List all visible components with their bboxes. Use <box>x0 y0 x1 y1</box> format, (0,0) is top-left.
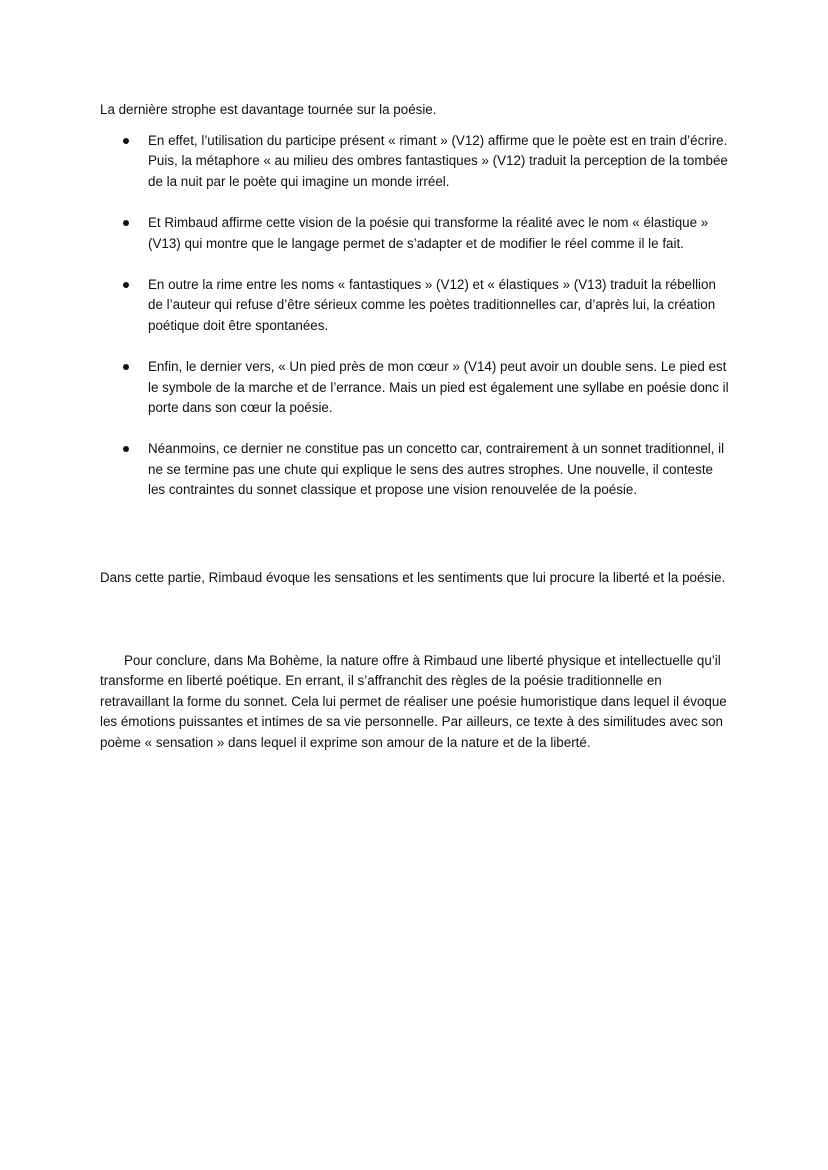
bullet-text: En outre la rime entre les noms « fantastiques » (V12) et « élastiques » (V13) traduit la rébellion de l’auteur qui refuse d’être sérieux comme les poètes traditionnelles car, d’après lui, la création poétique doit être spontanées. <box>148 277 716 333</box>
bullet-marker <box>123 282 129 288</box>
bullet-text: En effet, l’utilisation du participe présent « rimant » (V12) affirme que le poète est en train d’écrire. Puis, la métaphore « au milieu des ombres fantastiques » (V12) traduit la perception de la tombée de la nuit par le poète qui imagine un monde irréel. <box>148 133 728 189</box>
bullet-text: Enfin, le dernier vers, « Un pied près de mon cœur » (V14) peut avoir un double sens. Le pied est le symbole de la marche et de l’errance. Mais un pied est également une syllabe en poésie donc il porte dans son cœur la poésie. <box>148 359 729 416</box>
bullet-text: Et Rimbaud affirme cette vision de la poésie qui transforme la réalité avec le nom « élastique » (V13) qui montre que le langage permet de s’adapter et de modifier le réel comme il le fait. <box>148 215 709 251</box>
bullet-marker <box>123 138 129 144</box>
bullet-item <box>100 357 732 418</box>
intro-paragraph: La dernière strophe est davantage tournée sur la poésie. <box>100 102 437 117</box>
bullet-list <box>100 131 732 522</box>
bullet-item <box>100 439 732 500</box>
bullet-item <box>100 213 732 254</box>
summary-paragraph: Dans cette partie, Rimbaud évoque les sensations et les sentiments que lui procure la liberté et la poésie. <box>100 570 726 585</box>
bullet-marker <box>123 364 129 370</box>
bullet-text: Néanmoins, ce dernier ne constitue pas un concetto car, contrairement à un sonnet traditionnel, il ne se termine pas une chute qui explique le sens des autres strophes. Une nouvelle, il conteste les contraintes du sonnet classique et propose une vision renouvelée de la poésie. <box>148 441 725 498</box>
conclusion-paragraph: Pour conclure, dans Ma Bohème, la nature offre à Rimbaud une liberté physique et intellectuelle qu’il transforme en liberté poétique. En errant, il s’affranchit des règles de la poésie traditionnelle en retravaillant la forme du sonnet. Cela lui permet de réaliser une poésie humoristique dans lequel il évoque les émotions puissantes et intimes de sa vie personnelle. Par ailleurs, ce texte à des similitudes avec son poème « sensation » dans lequel il exprime son amour de la nature et de la liberté. <box>100 653 727 750</box>
bullet-marker <box>123 446 129 452</box>
bullet-item <box>100 131 732 192</box>
bullet-item <box>100 275 732 336</box>
bullet-marker <box>123 220 129 226</box>
